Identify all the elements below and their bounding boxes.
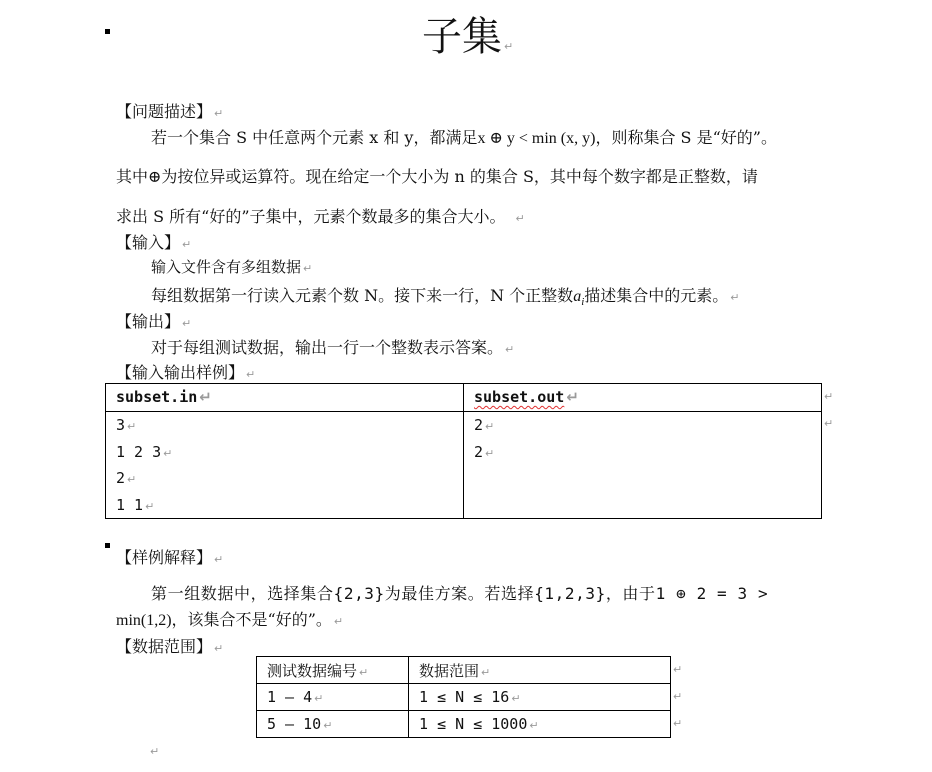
input-heading: 【输入】 ↵ [116,233,192,252]
paragraph-mark: ↵ [246,368,256,381]
list-bullet [105,543,110,548]
sample-io-table [105,383,822,519]
range-heading: 【数据范围】 ↵ [116,637,224,656]
sample-in-line: 1 2 3 ↵ [116,442,173,461]
row-end-mark: ↵ [673,717,683,730]
paragraph-mark: ↵ [214,107,224,120]
sample-out-line: 2 ↵ [474,416,495,434]
row-end-mark: ↵ [673,690,683,703]
paragraph-mark: ↵ [150,745,160,758]
paragraph-mark: ↵ [730,291,740,304]
paragraph-mark: ↵ [566,388,579,406]
input-line-2: 每组数据第一行读入元素个数 N。接下来一行，N 个正整数$a_i$描述集合中的元素。 ↵ [151,286,740,309]
sample-in-header: subset.in [116,388,198,406]
input-line-1: 输入文件含有多组数据 ↵ [151,258,313,276]
xor-expression: 1 ⊕ 2 = 3 > [655,584,769,603]
paragraph-mark: ↵ [515,212,525,225]
data-range-table [256,656,671,738]
table-row [257,684,671,711]
sample-in-line: 1 1 ↵ [116,495,155,514]
explain-line-2: min(1,2)，该集合不是“好的”。 ↵ [116,610,344,629]
paragraph-mark: ↵ [504,40,514,53]
sample-in-cell [106,412,464,519]
range-cell-id: 5 – 10 ↵ [257,711,409,738]
problem-line-1: 若一个集合 S 中任意两个元素 x 和 y，都满足x ⊕ y < min (x, y)，则称集合 S 是“好的”。 [151,128,777,147]
sample-out-cell [464,412,822,519]
problem-line-2: 其中⊕为按位异或运算符。现在给定一个大小为 n 的集合 S，其中每个数字都是正整数，请 [116,167,758,186]
paragraph-mark: ↵ [333,615,344,628]
sample-in-line: 3 ↵ [116,416,137,434]
element-variable: $a_i$ [573,288,585,309]
row-end-mark: ↵ [824,417,834,430]
table-row [257,657,671,684]
range-header-id: 测试数据编号 ↵ [257,657,409,684]
paragraph-mark: ↵ [303,262,313,275]
paragraph-mark: ↵ [214,553,224,566]
condition-formula: x ⊕ y < min (x, y) [477,130,596,147]
page-title: 子集 ↵ [422,14,514,60]
row-end-mark: ↵ [824,390,834,403]
output-heading: 【输出】 ↵ [116,312,192,331]
sample-in-line: 2 ↵ [116,469,137,487]
problem-line-3: 求出 S 所有“好的”子集中，元素个数最多的集合大小。 ↵ [116,207,525,226]
sample-out-header: subset.out [474,388,565,406]
range-cell-range: 1 ≤ N ≤ 1000 ↵ [409,711,671,738]
paragraph-mark: ↵ [214,642,224,655]
explain-heading: 【样例解释】 ↵ [116,548,224,567]
paragraph-mark: ↵ [199,388,212,406]
range-cell-id: 1 – 4 ↵ [257,684,409,711]
list-bullet [105,29,110,34]
sample-out-line: 2 ↵ [474,442,495,461]
row-end-mark: ↵ [673,663,683,676]
table-row [257,711,671,738]
paragraph-mark: ↵ [505,343,515,356]
output-line-1: 对于每组测试数据，输出一行一个整数表示答案。 ↵ [151,338,515,357]
problem-heading: 【问题描述】 ↵ [116,102,224,121]
sample-heading: 【输入输出样例】 ↵ [116,363,256,382]
explain-line-1: 第一组数据中，选择集合{2,3}为最佳方案。若选择{1,2,3}，由于1 ⊕ 2 = 3 > [151,584,769,603]
range-cell-range: 1 ≤ N ≤ 16 ↵ [409,684,671,711]
range-header-range: 数据范围 ↵ [409,657,671,684]
sample-in-header-cell [106,384,464,412]
paragraph-mark: ↵ [182,317,192,330]
sample-out-header-cell [464,384,822,412]
paragraph-mark: ↵ [182,238,192,251]
